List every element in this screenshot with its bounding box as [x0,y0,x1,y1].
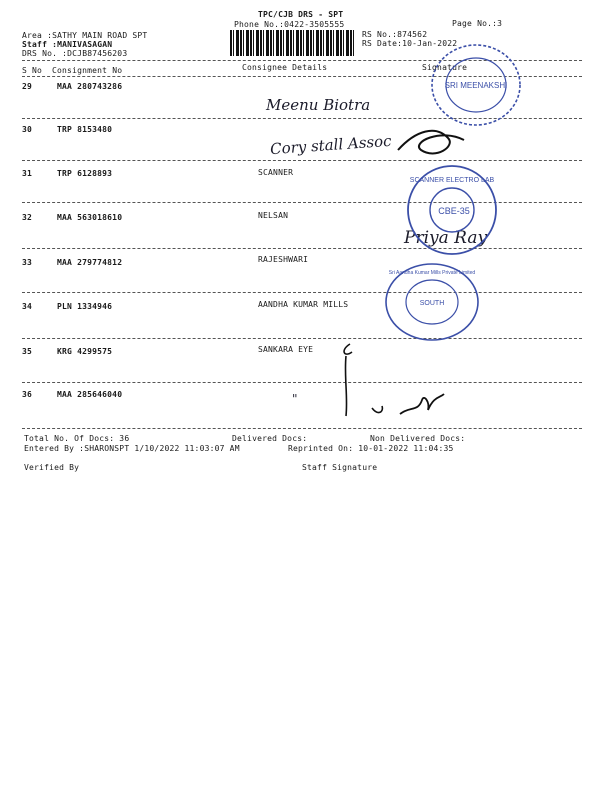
company-stamp [404,162,500,258]
handwritten-signature: Meenu Biotra [266,96,371,114]
stamp-text: SRI MEENAKSHI [444,81,508,90]
row-consignment: PLN 1334946 [57,302,113,311]
entered-by: Entered By :SHARONSPT 1/10/2022 11:03:07 AM [24,444,240,453]
row-sno: 34 [22,302,33,311]
row-sno: 36 [22,390,33,399]
stamp-text: SOUTH [419,300,445,307]
barcode [230,30,356,56]
row-sno: 35 [22,347,33,356]
row-divider [22,338,582,339]
row-divider [22,428,582,429]
page-number: Page No.:3 [452,19,503,28]
row-sno: 31 [22,169,33,178]
drs-number: DRS No. :DCJB87456203 [22,49,128,58]
scribble-signature [330,336,450,426]
col-signature: Signature [422,63,468,72]
row-consignee: RAJESHWARI [258,255,309,264]
col-consignee: Consignee Details [242,63,328,72]
rs-number: RS No.:874562 [362,30,428,39]
row-consignee: NELSAN [258,211,289,220]
company-stamp [384,262,484,342]
delivered-docs: Delivered Docs: [232,434,308,443]
col-consignment: Consignment No [52,66,123,75]
row-divider [22,292,582,293]
row-consignee: AANDHA KUMAR MILLS [258,300,349,309]
row-consignment: TRP 6128893 [57,169,113,178]
stamp-text: CBE-35 [438,206,470,216]
row-consignment: MAA 280743286 [57,82,123,91]
row-sno: 30 [22,125,33,134]
reprinted-on: Reprinted On: 10-01-2022 11:04:35 [288,444,454,453]
handwritten-mark: " [292,392,298,406]
staff-label: Staff :MANIVASAGAN [22,40,113,49]
phone-number: Phone No.:0422-3505555 [234,20,345,29]
row-divider [22,382,582,383]
stamp-text: SCANNER ELECTRO LAB [409,177,495,184]
row-divider [22,160,582,161]
col-sno: S No [22,66,43,75]
row-consignment: MAA 285646040 [57,390,123,399]
row-sno: 33 [22,258,33,267]
row-consignee: SANKARA EYE [258,345,314,354]
staff-signature: Staff Signature [302,463,378,472]
row-consignment: TRP 8153480 [57,125,113,134]
row-consignment: KRG 4299575 [57,347,113,356]
row-consignment: MAA 563018610 [57,213,123,222]
area-label: Area :SATHY MAIN ROAD SPT [22,31,148,40]
stamp-text: Sri Aandha Kumar Mills Private Limited [388,270,476,276]
rs-date: RS Date:10-Jan-2022 [362,39,458,48]
row-sno: 32 [22,213,33,222]
verified-by: Verified By [24,463,80,472]
non-delivered-docs: Non Delivered Docs: [370,434,466,443]
total-docs: Total No. Of Docs: 36 [24,434,130,443]
handwritten-signature: Priya Ray [404,228,488,248]
row-sno: 29 [22,82,33,91]
report-title: TPC/CJB DRS - SPT [258,10,344,19]
handwritten-signature: Cory stall Assoc [269,131,393,159]
company-stamp [428,40,524,130]
row-consignee: SCANNER [258,168,294,177]
row-consignment: MAA 279774812 [57,258,123,267]
